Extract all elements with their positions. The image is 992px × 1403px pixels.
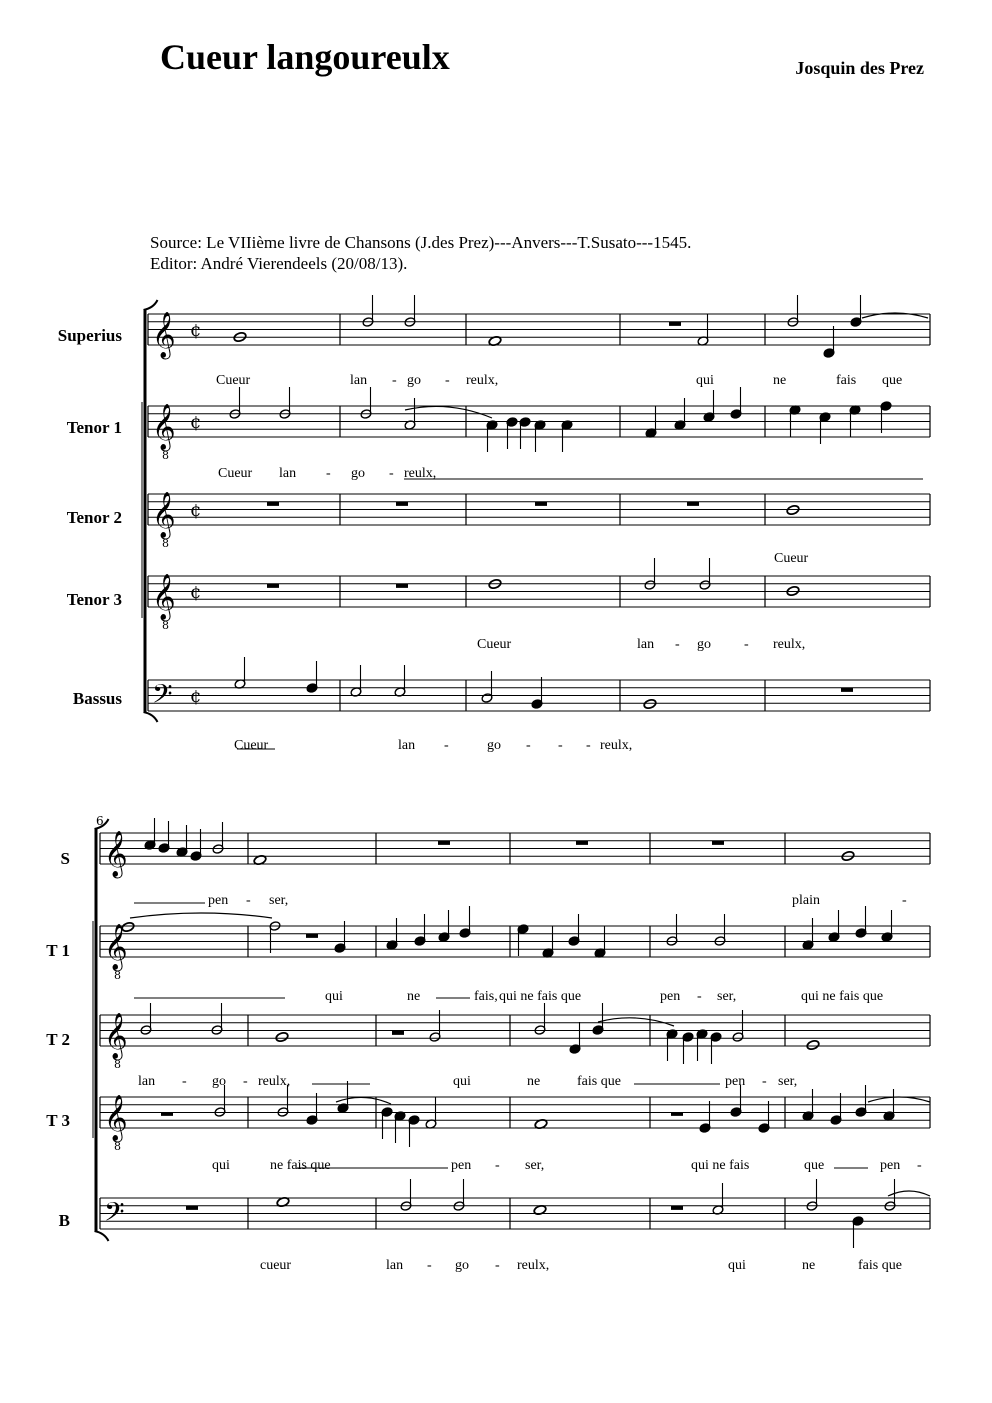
- piece-title: Cueur langoureulx: [160, 37, 450, 77]
- lyric-syllable: qui: [212, 1158, 230, 1173]
- lyric-syllable: go: [697, 637, 711, 652]
- lyric-syllable: fais que: [577, 1074, 621, 1089]
- staff-label-tenor2: Tenor 2: [66, 508, 122, 527]
- rest: [687, 502, 699, 506]
- lyric-syllable: Cueur: [774, 551, 809, 566]
- lyric-syllable: go: [351, 466, 365, 481]
- rest: [712, 841, 724, 845]
- lyric-syllable: -: [526, 738, 531, 753]
- time-signature-icon: ¢: [190, 320, 202, 341]
- rest: [535, 502, 547, 506]
- clef-octave-mark: 8: [162, 537, 169, 550]
- lyric-syllable: reulx,: [773, 637, 806, 652]
- lyric-syllable: qui ne fais: [691, 1158, 750, 1173]
- lyric-syllable: ne: [773, 373, 787, 388]
- tie-arc: [598, 1018, 674, 1026]
- rest: [267, 584, 279, 588]
- source-line: Source: Le VIIième livre de Chansons (J.des Prez)---Anvers---T.Susato---1545.: [150, 233, 692, 252]
- rest: [161, 1112, 173, 1116]
- rest: [396, 502, 408, 506]
- lyric-syllable: -: [917, 1158, 922, 1173]
- lyric-syllable: -: [902, 893, 907, 908]
- editor-line: Editor: André Vierendeels (20/08/13).: [150, 254, 408, 273]
- rest: [267, 502, 279, 506]
- staff-label-b: B: [58, 1211, 70, 1230]
- lyric-syllable: -: [445, 373, 450, 388]
- lyric-syllable: que: [804, 1158, 825, 1173]
- lyric-syllable: -: [744, 637, 749, 652]
- lyric-syllable: fais,: [474, 989, 498, 1004]
- lyric-syllable: ne: [407, 989, 421, 1004]
- lyric-syllable: -: [389, 466, 394, 481]
- lyric-syllable: ne: [527, 1074, 541, 1089]
- lyric-syllable: reulx,: [466, 373, 499, 388]
- time-signature-icon: ¢: [190, 500, 202, 521]
- lyric-syllable: -: [182, 1074, 187, 1089]
- lyric-syllable: qui: [325, 989, 343, 1004]
- rest: [671, 1112, 683, 1116]
- lyric-syllable: go: [407, 373, 421, 388]
- clef-octave-mark: 8: [114, 1140, 121, 1153]
- time-signature-icon: ¢: [190, 582, 202, 603]
- bass-clef-icon: 𝄢: [104, 1196, 125, 1234]
- note: [806, 1039, 820, 1050]
- clef-octave-mark: 8: [162, 449, 169, 462]
- tie-arc: [868, 1097, 930, 1102]
- rest: [392, 1031, 404, 1035]
- time-signature-icon: ¢: [190, 686, 202, 707]
- lyric-syllable: Cueur: [218, 466, 253, 481]
- lyric-syllable: -: [392, 373, 397, 388]
- lyric-syllable: reulx,: [517, 1258, 550, 1273]
- lyric-syllable: fais: [836, 373, 857, 388]
- lyric-syllable: pen: [880, 1158, 901, 1173]
- lyric-syllable: fais que: [858, 1258, 902, 1273]
- staff-label-tenor3: Tenor 3: [66, 590, 122, 609]
- rest: [306, 934, 318, 938]
- tie-arc: [130, 913, 272, 918]
- time-signature-icon: ¢: [190, 412, 202, 433]
- lyric-syllable: lan: [138, 1074, 156, 1089]
- lyric-syllable: ne fais que: [270, 1158, 331, 1173]
- clef-octave-mark: 8: [162, 619, 169, 632]
- staff-label-bassus: Bassus: [72, 689, 122, 708]
- lyric-syllable: qui: [453, 1074, 471, 1089]
- lyric-syllable: Cueur: [477, 637, 512, 652]
- treble-clef-icon: 𝄞: [104, 924, 128, 970]
- lyric-syllable: lan: [279, 466, 297, 481]
- measure-number: 6: [96, 814, 104, 828]
- lyric-syllable: pen: [725, 1074, 746, 1089]
- lyric-syllable: -: [243, 1074, 248, 1089]
- lyric-syllable: Cueur: [234, 738, 269, 753]
- lyric-syllable: lan: [350, 373, 368, 388]
- lyric-syllable: ser,: [525, 1158, 545, 1173]
- lyric-syllable: -: [697, 989, 702, 1004]
- treble-clef-icon: 𝄞: [104, 1095, 128, 1141]
- lyric-syllable: plain: [792, 893, 820, 908]
- clef-octave-mark: 8: [114, 1058, 121, 1071]
- staff-label-s: S: [60, 849, 70, 868]
- staff-label-t2: T 2: [46, 1030, 70, 1049]
- lyric-syllable: pen: [451, 1158, 472, 1173]
- lyric-syllable: qui: [728, 1258, 746, 1273]
- lyric-syllable: -: [444, 738, 449, 753]
- system-bracket-top: [144, 300, 158, 310]
- composer-name: Josquin des Prez: [795, 58, 924, 78]
- staff-label-superius: Superius: [57, 326, 122, 345]
- note: [643, 698, 657, 709]
- lyric-syllable: -: [495, 1258, 500, 1273]
- lyric-syllable: -: [586, 738, 591, 753]
- lyric-syllable: Cueur: [216, 373, 251, 388]
- lyric-syllable: ne: [802, 1258, 816, 1273]
- treble-clef-icon: 𝄞: [152, 492, 176, 538]
- lyric-syllable: reulx,: [258, 1074, 291, 1089]
- lyric-syllable: -: [326, 466, 331, 481]
- lyric-syllable: pen: [208, 893, 229, 908]
- lyric-syllable: reulx,: [404, 466, 437, 481]
- staff-label-t3: T 3: [46, 1111, 70, 1130]
- lyric-syllable: -: [675, 637, 680, 652]
- staff-label-tenor1: Tenor 1: [66, 418, 122, 437]
- lyric-syllable: -: [558, 738, 563, 753]
- treble-clef-icon: 𝄞: [152, 312, 176, 358]
- lyric-syllable: ser,: [717, 989, 737, 1004]
- treble-clef-icon: 𝄞: [152, 404, 176, 450]
- lyric-syllable: pen: [660, 989, 681, 1004]
- lyric-syllable: -: [246, 893, 251, 908]
- lyric-syllable: qui ne fais que: [499, 989, 582, 1004]
- lyric-syllable: -: [495, 1158, 500, 1173]
- rest: [671, 1206, 683, 1210]
- rest: [396, 584, 408, 588]
- lyric-syllable: -: [762, 1074, 767, 1089]
- lyric-syllable: lan: [637, 637, 655, 652]
- lyric-syllable: qui ne fais que: [801, 989, 884, 1004]
- tie-arc: [405, 406, 492, 418]
- lyric-syllable: reulx,: [600, 738, 633, 753]
- lyric-syllable: go: [455, 1258, 469, 1273]
- lyric-syllable: ser,: [778, 1074, 798, 1089]
- tie-arc: [336, 1097, 391, 1104]
- lyric-syllable: -: [427, 1258, 432, 1273]
- lyric-syllable: lan: [386, 1258, 404, 1273]
- rest: [576, 841, 588, 845]
- lyric-syllable: lan: [398, 738, 416, 753]
- clef-octave-mark: 8: [114, 969, 121, 982]
- note: [275, 1031, 289, 1042]
- rest: [438, 841, 450, 845]
- rest: [186, 1206, 198, 1210]
- bass-clef-icon: 𝄢: [152, 678, 173, 716]
- treble-clef-icon: 𝄞: [104, 1013, 128, 1059]
- treble-clef-icon: 𝄞: [152, 574, 176, 620]
- lyric-syllable: que: [882, 373, 903, 388]
- staff-label-t1: T 1: [46, 941, 70, 960]
- lyric-syllable: ser,: [269, 893, 289, 908]
- lyric-syllable: cueur: [260, 1258, 292, 1273]
- lyric-syllable: go: [212, 1074, 226, 1089]
- rest: [841, 688, 853, 692]
- rest: [669, 322, 681, 326]
- treble-clef-icon: 𝄞: [104, 831, 128, 877]
- lyric-syllable: qui: [696, 373, 714, 388]
- lyric-syllable: go: [487, 738, 501, 753]
